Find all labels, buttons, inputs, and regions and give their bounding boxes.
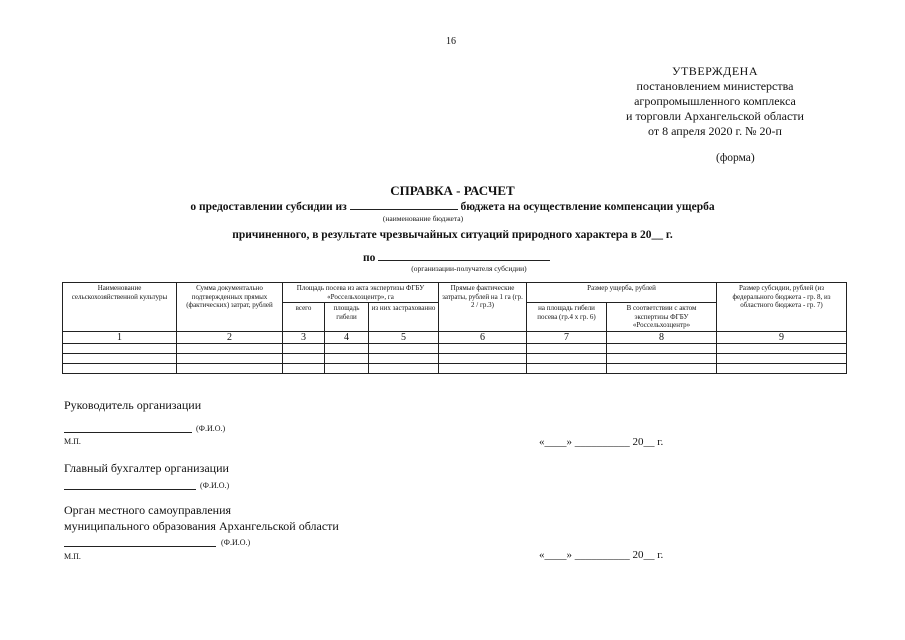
accountant-fio-label: (Ф.И.О.) (200, 481, 230, 490)
table-row (63, 363, 847, 373)
header-crop-name: Наименование сельскохозяйственной культуры (63, 283, 177, 332)
subtitle-part-a: о предоставлении субсидии из (190, 201, 347, 213)
table-cell[interactable] (439, 353, 527, 363)
header-damage-by-act: В соответствии с актом экспертизы ФГБУ «Россельхозцентр» (607, 303, 717, 332)
column-number: 1 (63, 331, 177, 343)
table-cell[interactable] (325, 353, 369, 363)
page-number: 16 (446, 36, 456, 47)
table-cell[interactable] (439, 363, 527, 373)
table-cell[interactable] (717, 353, 847, 363)
po-label: по (363, 252, 376, 264)
header-damage-lost-area: на площадь гибели посева (гр.4 х гр. 6) (527, 303, 607, 332)
table-cell[interactable] (177, 343, 283, 353)
authority-fio-label: (Ф.И.О.) (221, 538, 251, 547)
table-cell[interactable] (717, 363, 847, 373)
table-cell[interactable] (63, 363, 177, 373)
table-cell[interactable] (325, 363, 369, 373)
approval-line: от 8 апреля 2020 г. № 20-п (648, 124, 782, 138)
form-label: (форма) (716, 152, 755, 164)
budget-caption: (наименование бюджета) (382, 214, 464, 223)
subtitle-line-1 (0, 199, 905, 213)
authority-title-line-2: муниципального образования Архангельской области (64, 519, 339, 533)
head-fio-label: (Ф.И.О.) (196, 424, 226, 433)
table-cell[interactable] (283, 353, 325, 363)
stamp-label: М.П. (64, 552, 81, 561)
header-area-insured: из них застрахованно (369, 303, 439, 332)
calculation-table (62, 282, 847, 374)
table-cell[interactable] (439, 343, 527, 353)
authority-title-line-1: Орган местного самоуправления (64, 503, 232, 517)
table-cell[interactable] (607, 363, 717, 373)
column-number: 3 (283, 331, 325, 343)
table-cell[interactable] (607, 343, 717, 353)
date-field[interactable]: «____» __________ 20__ г. (539, 549, 664, 561)
column-number: 2 (177, 331, 283, 343)
approval-heading: УТВЕРЖДЕНА (671, 64, 758, 78)
column-number: 6 (439, 331, 527, 343)
column-number: 9 (717, 331, 847, 343)
table-cell[interactable] (527, 343, 607, 353)
table-cell[interactable] (63, 343, 177, 353)
table-header-row (63, 283, 847, 303)
table-cell[interactable] (283, 363, 325, 373)
header-cost-per-ha: Прямые фактические затраты, рублей на 1 га (гр. 2 / гр.3) (439, 283, 527, 332)
table-cell[interactable] (369, 353, 439, 363)
column-number: 7 (527, 331, 607, 343)
table-cell[interactable] (325, 343, 369, 353)
stamp-label: М.П. (64, 437, 81, 446)
table-cell[interactable] (527, 353, 607, 363)
approval-line: агропромышленного комплекса (634, 94, 796, 108)
po-line (363, 250, 550, 264)
column-number: 4 (325, 331, 369, 343)
head-title: Руководитель организации (64, 398, 202, 412)
accountant-signature-line[interactable] (64, 489, 196, 490)
date-field[interactable]: «____» __________ 20__ г. (539, 436, 664, 448)
head-signature-line[interactable] (64, 432, 192, 433)
organization-field[interactable] (378, 250, 550, 261)
table-cell[interactable] (63, 353, 177, 363)
subtitle-line-2: причиненного, в результате чрезвычайных ситуаций природного характера в 20__ г. (232, 229, 673, 241)
document-title: СПРАВКА - РАСЧЕТ (390, 183, 515, 198)
table-cell[interactable] (369, 343, 439, 353)
column-number: 5 (369, 331, 439, 343)
header-damage-group: Размер ущерба, рублей (527, 283, 717, 303)
table-cell[interactable] (283, 343, 325, 353)
column-number: 8 (607, 331, 717, 343)
table-row (63, 353, 847, 363)
subtitle-part-b: бюджета на осуществление компенсации ущерба (460, 201, 715, 213)
column-number-row (63, 331, 847, 343)
table-cell[interactable] (717, 343, 847, 353)
table-row (63, 343, 847, 353)
header-area-total: всего (283, 303, 325, 332)
header-sown-area-group: Площадь посева из акта экспертизы ФГБУ «Россельхозцентр», га (283, 283, 439, 303)
header-subsidy: Размер субсидии, рублей (из федерального бюджета - гр. 8, из областного бюджета - гр. 7) (717, 283, 847, 332)
approval-line: и торговли Архангельской области (626, 109, 804, 123)
table-cell[interactable] (177, 353, 283, 363)
approval-line: постановлением министерства (636, 79, 794, 93)
table-cell[interactable] (177, 363, 283, 373)
table-cell[interactable] (527, 363, 607, 373)
authority-signature-line[interactable] (64, 546, 216, 547)
organization-caption: (организации-получателя субсидии) (411, 264, 527, 273)
table-cell[interactable] (369, 363, 439, 373)
accountant-title: Главный бухгалтер организации (64, 461, 229, 475)
header-direct-costs: Сумма документально подтвержденных прямых (фактических) затрат, рублей (177, 283, 283, 332)
approval-block (600, 64, 830, 139)
budget-name-field[interactable] (350, 199, 458, 210)
table-cell[interactable] (607, 353, 717, 363)
header-area-lost: площадь гибели (325, 303, 369, 332)
